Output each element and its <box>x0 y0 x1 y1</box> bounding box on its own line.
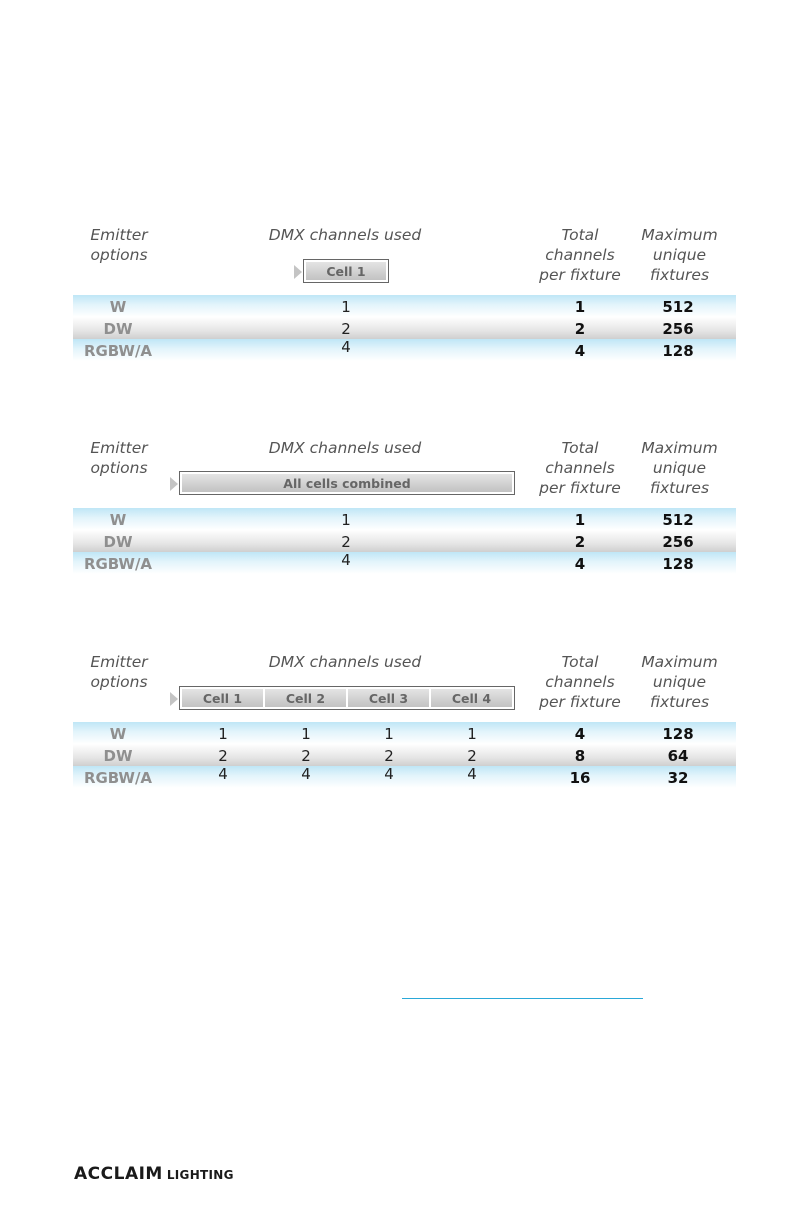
emitter-label: RGBW/A <box>83 769 153 787</box>
channel-value: 1 <box>218 725 228 743</box>
emitter-label: W <box>109 511 127 529</box>
emitter-label: RGBW/A <box>83 555 153 573</box>
channel-value: 1 <box>341 298 351 316</box>
channel-value: 4 <box>301 765 311 783</box>
cell-label: Cell 3 <box>348 689 429 707</box>
triangle-marker-icon <box>170 477 178 491</box>
total-channels-value: 1 <box>574 511 586 529</box>
cell-label: Cell 2 <box>265 689 346 707</box>
channel-value: 2 <box>467 747 477 765</box>
total-channels-value: 4 <box>574 555 586 573</box>
channel-value: 4 <box>341 551 351 569</box>
cell-label: All cells combined <box>182 474 512 492</box>
acclaim-lighting-logo <box>74 1164 234 1184</box>
max-fixtures-value: 256 <box>662 533 694 551</box>
cell-indicator <box>179 471 515 495</box>
table-row <box>73 295 736 317</box>
channel-value: 4 <box>218 765 228 783</box>
emitter-options-header: Emitter options <box>90 226 148 264</box>
table-row <box>73 722 736 744</box>
cell-label: Cell 1 <box>182 689 263 707</box>
channel-value: 2 <box>341 320 351 338</box>
max-fixtures-value: 32 <box>667 769 689 787</box>
emitter-label: W <box>109 725 127 743</box>
logo-main-text: ACCLAIM <box>74 1164 163 1184</box>
total-channels-value: 1 <box>574 298 586 316</box>
total-channels-value: 2 <box>574 320 586 338</box>
channel-value: 1 <box>341 511 351 529</box>
emitter-options-header: Emitter options <box>90 439 148 477</box>
table-row <box>73 339 736 361</box>
total-channels-value: 2 <box>574 533 586 551</box>
max-fixtures-header: Maximum unique fixtures <box>641 226 718 284</box>
max-fixtures-value: 256 <box>662 320 694 338</box>
channel-value: 4 <box>467 765 477 783</box>
logo-sub-text: LIGHTING <box>166 1168 234 1182</box>
table-row <box>73 552 736 574</box>
channel-value: 2 <box>301 747 311 765</box>
total-channels-header: Total channels per fixture <box>539 653 621 711</box>
dmx-channels-header: DMX channels used <box>268 439 422 457</box>
total-channels-value: 4 <box>574 725 586 743</box>
total-channels-value: 8 <box>574 747 586 765</box>
total-channels-value: 16 <box>569 769 591 787</box>
total-channels-value: 4 <box>574 342 586 360</box>
max-fixtures-value: 128 <box>662 342 694 360</box>
max-fixtures-value: 128 <box>662 725 694 743</box>
channel-value: 4 <box>384 765 394 783</box>
max-fixtures-value: 512 <box>662 298 694 316</box>
channel-value: 2 <box>341 533 351 551</box>
total-channels-header: Total channels per fixture <box>539 439 621 497</box>
cell-indicator <box>303 259 389 283</box>
cell-label: Cell 1 <box>306 262 386 280</box>
dmx-channels-header: DMX channels used <box>268 653 422 671</box>
emitter-options-header: Emitter options <box>90 653 148 691</box>
emitter-label: DW <box>103 320 133 338</box>
table-row <box>73 508 736 530</box>
triangle-marker-icon <box>170 692 178 706</box>
max-fixtures-value: 512 <box>662 511 694 529</box>
channel-value: 1 <box>384 725 394 743</box>
dmx-channels-header: DMX channels used <box>268 226 422 244</box>
table-row <box>73 317 736 339</box>
max-fixtures-header: Maximum unique fixtures <box>641 653 718 711</box>
max-fixtures-value: 64 <box>667 747 689 765</box>
max-fixtures-header: Maximum unique fixtures <box>641 439 718 497</box>
table-row <box>73 766 736 788</box>
channel-value: 4 <box>341 338 351 356</box>
emitter-label: DW <box>103 533 133 551</box>
hyperlink-underline[interactable] <box>402 998 643 999</box>
channel-value: 1 <box>467 725 477 743</box>
cell-indicator <box>179 686 515 710</box>
cell-label: Cell 4 <box>431 689 512 707</box>
triangle-marker-icon <box>294 265 302 279</box>
total-channels-header: Total channels per fixture <box>539 226 621 284</box>
emitter-label: DW <box>103 747 133 765</box>
channel-value: 2 <box>384 747 394 765</box>
emitter-label: W <box>109 298 127 316</box>
channel-value: 2 <box>218 747 228 765</box>
max-fixtures-value: 128 <box>662 555 694 573</box>
channel-value: 1 <box>301 725 311 743</box>
table-row <box>73 530 736 552</box>
emitter-label: RGBW/A <box>83 342 153 360</box>
